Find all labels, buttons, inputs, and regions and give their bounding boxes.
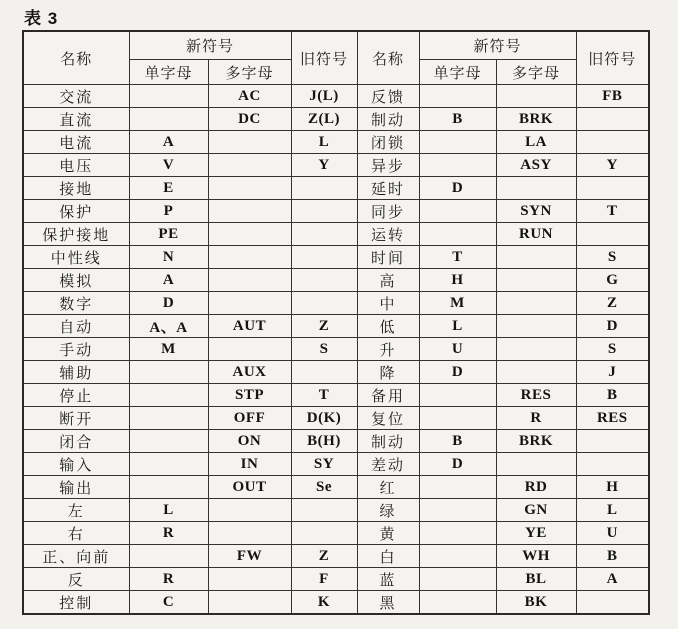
old-symbol-cell [291,499,357,522]
name-cell: 输出 [23,476,129,499]
single-letter-cell [129,430,208,453]
multi-letter-cell: FW [208,545,291,568]
multi-letter-cell: BK [496,591,576,615]
table-row [23,499,649,522]
multi-letter-cell: RD [496,476,576,499]
single-letter-cell: A [129,131,208,154]
old-symbol-cell: Z(L) [291,108,357,131]
name-cell: 保护接地 [23,223,129,246]
single-letter-cell [419,476,496,499]
old-symbol-cell: K [291,591,357,615]
multi-letter-cell [208,591,291,615]
name-cell: 延时 [357,177,419,200]
name-cell: 断开 [23,407,129,430]
single-letter-cell [129,545,208,568]
multi-letter-cell [496,338,576,361]
single-letter-cell: B [419,108,496,131]
name-cell: 停止 [23,384,129,407]
old-symbol-cell [291,246,357,269]
single-letter-cell [419,154,496,177]
old-symbol-cell: D [576,315,649,338]
old-symbol-cell: D(K) [291,407,357,430]
name-cell: 运转 [357,223,419,246]
old-symbol-cell: B [576,545,649,568]
multi-letter-cell: RUN [496,223,576,246]
table-row [23,246,649,269]
name-cell: 正、向前 [23,545,129,568]
table-row [23,177,649,200]
old-symbol-cell [291,177,357,200]
name-cell: 黄 [357,522,419,545]
multi-letter-cell [496,292,576,315]
header-multi-letter-right: 多字母 [496,60,576,85]
multi-letter-cell [208,499,291,522]
single-letter-cell: T [419,246,496,269]
name-cell: 控制 [23,591,129,615]
multi-letter-cell: AUT [208,315,291,338]
name-cell: 备用 [357,384,419,407]
single-letter-cell [419,545,496,568]
old-symbol-cell [576,223,649,246]
old-symbol-cell: H [576,476,649,499]
old-symbol-cell: S [576,338,649,361]
header-old-symbol-right: 旧符号 [576,31,649,85]
single-letter-cell: E [129,177,208,200]
multi-letter-cell [208,154,291,177]
single-letter-cell [419,522,496,545]
multi-letter-cell: AUX [208,361,291,384]
multi-letter-cell: SYN [496,200,576,223]
old-symbol-cell: L [291,131,357,154]
old-symbol-cell: Z [291,545,357,568]
old-symbol-cell [576,591,649,615]
name-cell: 自动 [23,315,129,338]
old-symbol-cell: A [576,568,649,591]
multi-letter-cell: ON [208,430,291,453]
name-cell: 反 [23,568,129,591]
table-row [23,384,649,407]
single-letter-cell [129,476,208,499]
multi-letter-cell: AC [208,85,291,108]
old-symbol-cell: J [576,361,649,384]
name-cell: 绿 [357,499,419,522]
single-letter-cell: C [129,591,208,615]
old-symbol-cell: S [291,338,357,361]
old-symbol-cell [576,108,649,131]
single-letter-cell: N [129,246,208,269]
single-letter-cell [129,453,208,476]
single-letter-cell [419,384,496,407]
multi-letter-cell [496,453,576,476]
table-row [23,430,649,453]
old-symbol-cell: T [576,200,649,223]
table-row [23,108,649,131]
name-cell: 反馈 [357,85,419,108]
multi-letter-cell [208,246,291,269]
single-letter-cell [419,407,496,430]
single-letter-cell [419,499,496,522]
single-letter-cell [419,131,496,154]
name-cell: 低 [357,315,419,338]
name-cell: 模拟 [23,269,129,292]
table-title: 表 3 [24,9,59,28]
header-name-right: 名称 [357,31,419,85]
single-letter-cell: A、A [129,315,208,338]
multi-letter-cell: YE [496,522,576,545]
multi-letter-cell [496,85,576,108]
name-cell: 制动 [357,108,419,131]
old-symbol-cell: SY [291,453,357,476]
name-cell: 中 [357,292,419,315]
table-row [23,522,649,545]
table-row [23,154,649,177]
old-symbol-cell: T [291,384,357,407]
table-row [23,200,649,223]
multi-letter-cell [208,568,291,591]
old-symbol-cell: Se [291,476,357,499]
multi-letter-cell: BRK [496,430,576,453]
name-cell: 降 [357,361,419,384]
header-single-letter-right: 单字母 [419,60,496,85]
name-cell: 红 [357,476,419,499]
name-cell: 左 [23,499,129,522]
single-letter-cell [419,223,496,246]
name-cell: 异步 [357,154,419,177]
single-letter-cell [129,361,208,384]
single-letter-cell: L [129,499,208,522]
old-symbol-cell: FB [576,85,649,108]
old-symbol-cell: RES [576,407,649,430]
multi-letter-cell: WH [496,545,576,568]
name-cell: 黑 [357,591,419,615]
old-symbol-cell [291,223,357,246]
name-cell: 中性线 [23,246,129,269]
name-cell: 数字 [23,292,129,315]
single-letter-cell: D [129,292,208,315]
table-row [23,361,649,384]
multi-letter-cell [496,269,576,292]
single-letter-cell: PE [129,223,208,246]
multi-letter-cell: DC [208,108,291,131]
name-cell: 辅助 [23,361,129,384]
name-cell: 直流 [23,108,129,131]
header-new-symbol-left: 新符号 [129,31,291,60]
multi-letter-cell [208,269,291,292]
old-symbol-cell: S [576,246,649,269]
table-row [23,591,649,615]
single-letter-cell [129,407,208,430]
name-cell: 升 [357,338,419,361]
table-row [23,545,649,568]
header-new-symbol-right: 新符号 [419,31,576,60]
table-row [23,269,649,292]
name-cell: 闭锁 [357,131,419,154]
table-row [23,85,649,108]
single-letter-cell: P [129,200,208,223]
multi-letter-cell: RES [496,384,576,407]
multi-letter-cell: GN [496,499,576,522]
table-header [23,31,649,85]
old-symbol-cell: J(L) [291,85,357,108]
name-cell: 蓝 [357,568,419,591]
old-symbol-cell: Z [291,315,357,338]
old-symbol-cell [576,453,649,476]
single-letter-cell: D [419,453,496,476]
multi-letter-cell: OFF [208,407,291,430]
name-cell: 手动 [23,338,129,361]
name-cell: 交流 [23,85,129,108]
name-cell: 保护 [23,200,129,223]
multi-letter-cell: BRK [496,108,576,131]
old-symbol-cell: Z [576,292,649,315]
single-letter-cell [419,200,496,223]
multi-letter-cell [208,292,291,315]
table-row [23,315,649,338]
old-symbol-cell: Y [576,154,649,177]
name-cell: 差动 [357,453,419,476]
name-cell: 同步 [357,200,419,223]
name-cell: 输入 [23,453,129,476]
table-row [23,292,649,315]
header-multi-letter-left: 多字母 [208,60,291,85]
old-symbol-cell [291,292,357,315]
multi-letter-cell [496,177,576,200]
old-symbol-cell [291,361,357,384]
old-symbol-cell: B [576,384,649,407]
single-letter-cell [419,591,496,615]
table-row [23,131,649,154]
multi-letter-cell [208,338,291,361]
name-cell: 闭合 [23,430,129,453]
name-cell: 制动 [357,430,419,453]
name-cell: 右 [23,522,129,545]
header-name-left: 名称 [23,31,129,85]
old-symbol-cell: U [576,522,649,545]
single-letter-cell: R [129,568,208,591]
old-symbol-cell: Y [291,154,357,177]
single-letter-cell: M [419,292,496,315]
multi-letter-cell [208,522,291,545]
single-letter-cell: D [419,177,496,200]
multi-letter-cell [496,315,576,338]
multi-letter-cell: R [496,407,576,430]
multi-letter-cell [208,131,291,154]
single-letter-cell [129,85,208,108]
name-cell: 时间 [357,246,419,269]
single-letter-cell [129,384,208,407]
multi-letter-cell [208,177,291,200]
multi-letter-cell [496,246,576,269]
single-letter-cell: A [129,269,208,292]
table-row [23,568,649,591]
multi-letter-cell: STP [208,384,291,407]
name-cell: 接地 [23,177,129,200]
name-cell: 高 [357,269,419,292]
multi-letter-cell: ASY [496,154,576,177]
table-body [23,85,649,615]
symbol-table [22,30,650,615]
old-symbol-cell [291,269,357,292]
old-symbol-cell: G [576,269,649,292]
name-cell: 电压 [23,154,129,177]
old-symbol-cell [576,131,649,154]
single-letter-cell: B [419,430,496,453]
old-symbol-cell: B(H) [291,430,357,453]
old-symbol-cell [576,177,649,200]
old-symbol-cell [576,430,649,453]
multi-letter-cell [208,200,291,223]
name-cell: 复位 [357,407,419,430]
table-row [23,476,649,499]
single-letter-cell: V [129,154,208,177]
single-letter-cell [129,108,208,131]
table-row [23,453,649,476]
single-letter-cell: D [419,361,496,384]
old-symbol-cell [291,522,357,545]
single-letter-cell: H [419,269,496,292]
single-letter-cell: M [129,338,208,361]
table-row [23,223,649,246]
single-letter-cell: L [419,315,496,338]
old-symbol-cell [291,200,357,223]
old-symbol-cell: F [291,568,357,591]
multi-letter-cell [208,223,291,246]
header-single-letter-left: 单字母 [129,60,208,85]
multi-letter-cell: BL [496,568,576,591]
old-symbol-cell: L [576,499,649,522]
header-old-symbol-left: 旧符号 [291,31,357,85]
single-letter-cell [419,85,496,108]
table-row [23,338,649,361]
single-letter-cell [419,568,496,591]
multi-letter-cell: IN [208,453,291,476]
name-cell: 白 [357,545,419,568]
single-letter-cell: R [129,522,208,545]
table-row [23,407,649,430]
name-cell: 电流 [23,131,129,154]
multi-letter-cell [496,361,576,384]
single-letter-cell: U [419,338,496,361]
multi-letter-cell: OUT [208,476,291,499]
multi-letter-cell: LA [496,131,576,154]
